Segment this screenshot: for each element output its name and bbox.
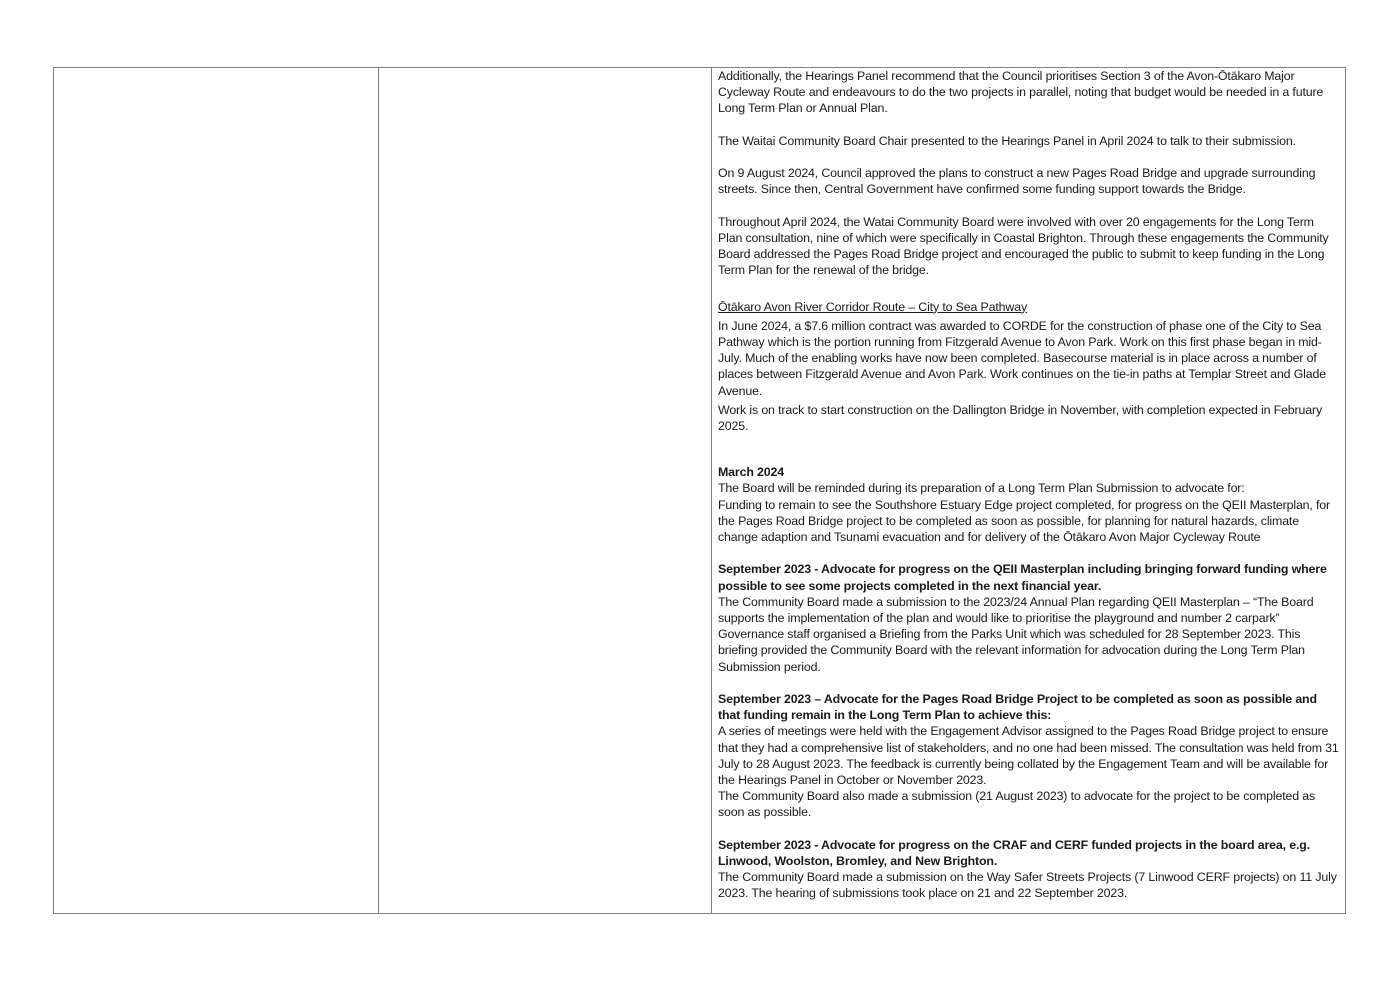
paragraph-chair-presentation: The Waitai Community Board Chair presented to the Hearings Panel in April 2024 to talk to their submission. <box>718 133 1296 148</box>
paragraph-cycleway-priority: Additionally, the Hearings Panel recommend that the Council prioritises Section 3 of the Avon-Ōtākaro Major Cycleway Route and endeavours to do the two projects in parallel, noting that budget would be needed in a future Long Term Plan or Annual Plan. <box>718 69 1324 116</box>
table-column-2 <box>379 68 712 913</box>
paragraph-corde-contract: In June 2024, a $7.6 million contract was awarded to CORDE for the construction of phase one of the City to Sea Pathway which is the portion running from Fitzgerald Avenue to Avon Park. Work on this first phase began in mid-July. Much of the enabling works have now been completed. Basecourse material is in place across a number of places between Fitzgerald Avenue and Avon Park. Work continues on the tie-in paths at Templar Street and Glade Avenue. <box>718 318 1327 398</box>
paragraph-march-reminder: The Board will be reminded during its preparation of a Long Term Plan Submission to advocate for: <box>718 481 1245 496</box>
table-column-3 <box>712 68 1345 913</box>
city-to-sea-heading-text: Ōtākaro Avon River Corridor Route – City to Sea Pathway <box>718 299 1028 314</box>
paragraph-sep-qeii: The Community Board made a submission to the 2023/24 Annual Plan regarding QEII Masterplan – “The Board supports the implementation of the plan and would like to prioritise the playground and number 2 carpark” Governance staff organised a Briefing from the Parks Unit which was scheduled for 28 September 2023. This briefing provided the Community Board with the relevant information for advocation during the Long Term Plan Submission period. <box>718 594 1314 674</box>
paragraph-march-funding: Funding to remain to see the Southshore Estuary Edge project completed, for progress on the QEII Masterplan, for the Pages Road Bridge project to be completed as soon as possible, for planning for natural hazards, climate change adaption and Tsunami evacuation and for delivery of the Ōtākaro Avon Major Cycleway Route <box>718 497 1331 545</box>
paragraph-council-approval: On 9 August 2024, Council approved the plans to construct a new Pages Road Bridge and upgrade surrounding streets. Since then, Central Government have confirmed some funding support towards the Bridge. <box>718 166 1316 197</box>
paragraph-sep-pages-meetings: A series of meetings were held with the Engagement Advisor assigned to the Pages Road Bridge project to ensure that they had a comprehensive list of stakeholders, and no one had been missed. The consultation was held from 31 July to 28 August 2023. The feedback is currently being collated by the Engagement Team and will be available for the Hearings Panel in October or November 2023. <box>718 724 1339 788</box>
paragraph-engagements: Throughout April 2024, the Watai Community Board were involved with over 20 engagements for the Long Term Plan consultation, nine of which were specifically in Coastal Brighton. Through these engagements the Community Board addressed the Pages Road Bridge project and encouraged the public to submit to keep funding in the Long Term Plan for the renewal of the bridge. <box>718 214 1329 278</box>
paragraph-sep-pages-submission: The Community Board also made a submission (21 August 2023) to advocate for the project to be completed as soon as possible. <box>718 789 1316 820</box>
table-column-1 <box>54 68 379 913</box>
section-heading-march-2024: March 2024 <box>718 465 785 480</box>
section-heading-sep-craf: September 2023 - Advocate for progress on the CRAF and CERF funded projects in the board area, e.g. Linwood, Woolston, Bromley, and New Brighton. <box>718 837 1310 869</box>
report-table <box>53 67 1346 914</box>
section-heading-city-to-sea <box>718 299 1339 315</box>
section-heading-sep-pages: September 2023 – Advocate for the Pages Road Bridge Project to be completed as soon as possible and that funding remain in the Long Term Plan to achieve this: <box>718 692 1317 723</box>
paragraph-sep-craf: The Community Board made a submission on the Way Safer Streets Projects (7 Linwood CERF projects) on 11 July 2023. The hearing of submissions took place on 21 and 22 September 2023. <box>718 870 1337 901</box>
section-heading-sep-qeii: September 2023 - Advocate for progress on the QEII Masterplan including bringing forward funding where possible to see some projects completed in the next financial year. <box>718 562 1327 593</box>
paragraph-dallington-bridge: Work is on track to start construction on the Dallington Bridge in November, with completion expected in February 2025. <box>718 402 1323 434</box>
